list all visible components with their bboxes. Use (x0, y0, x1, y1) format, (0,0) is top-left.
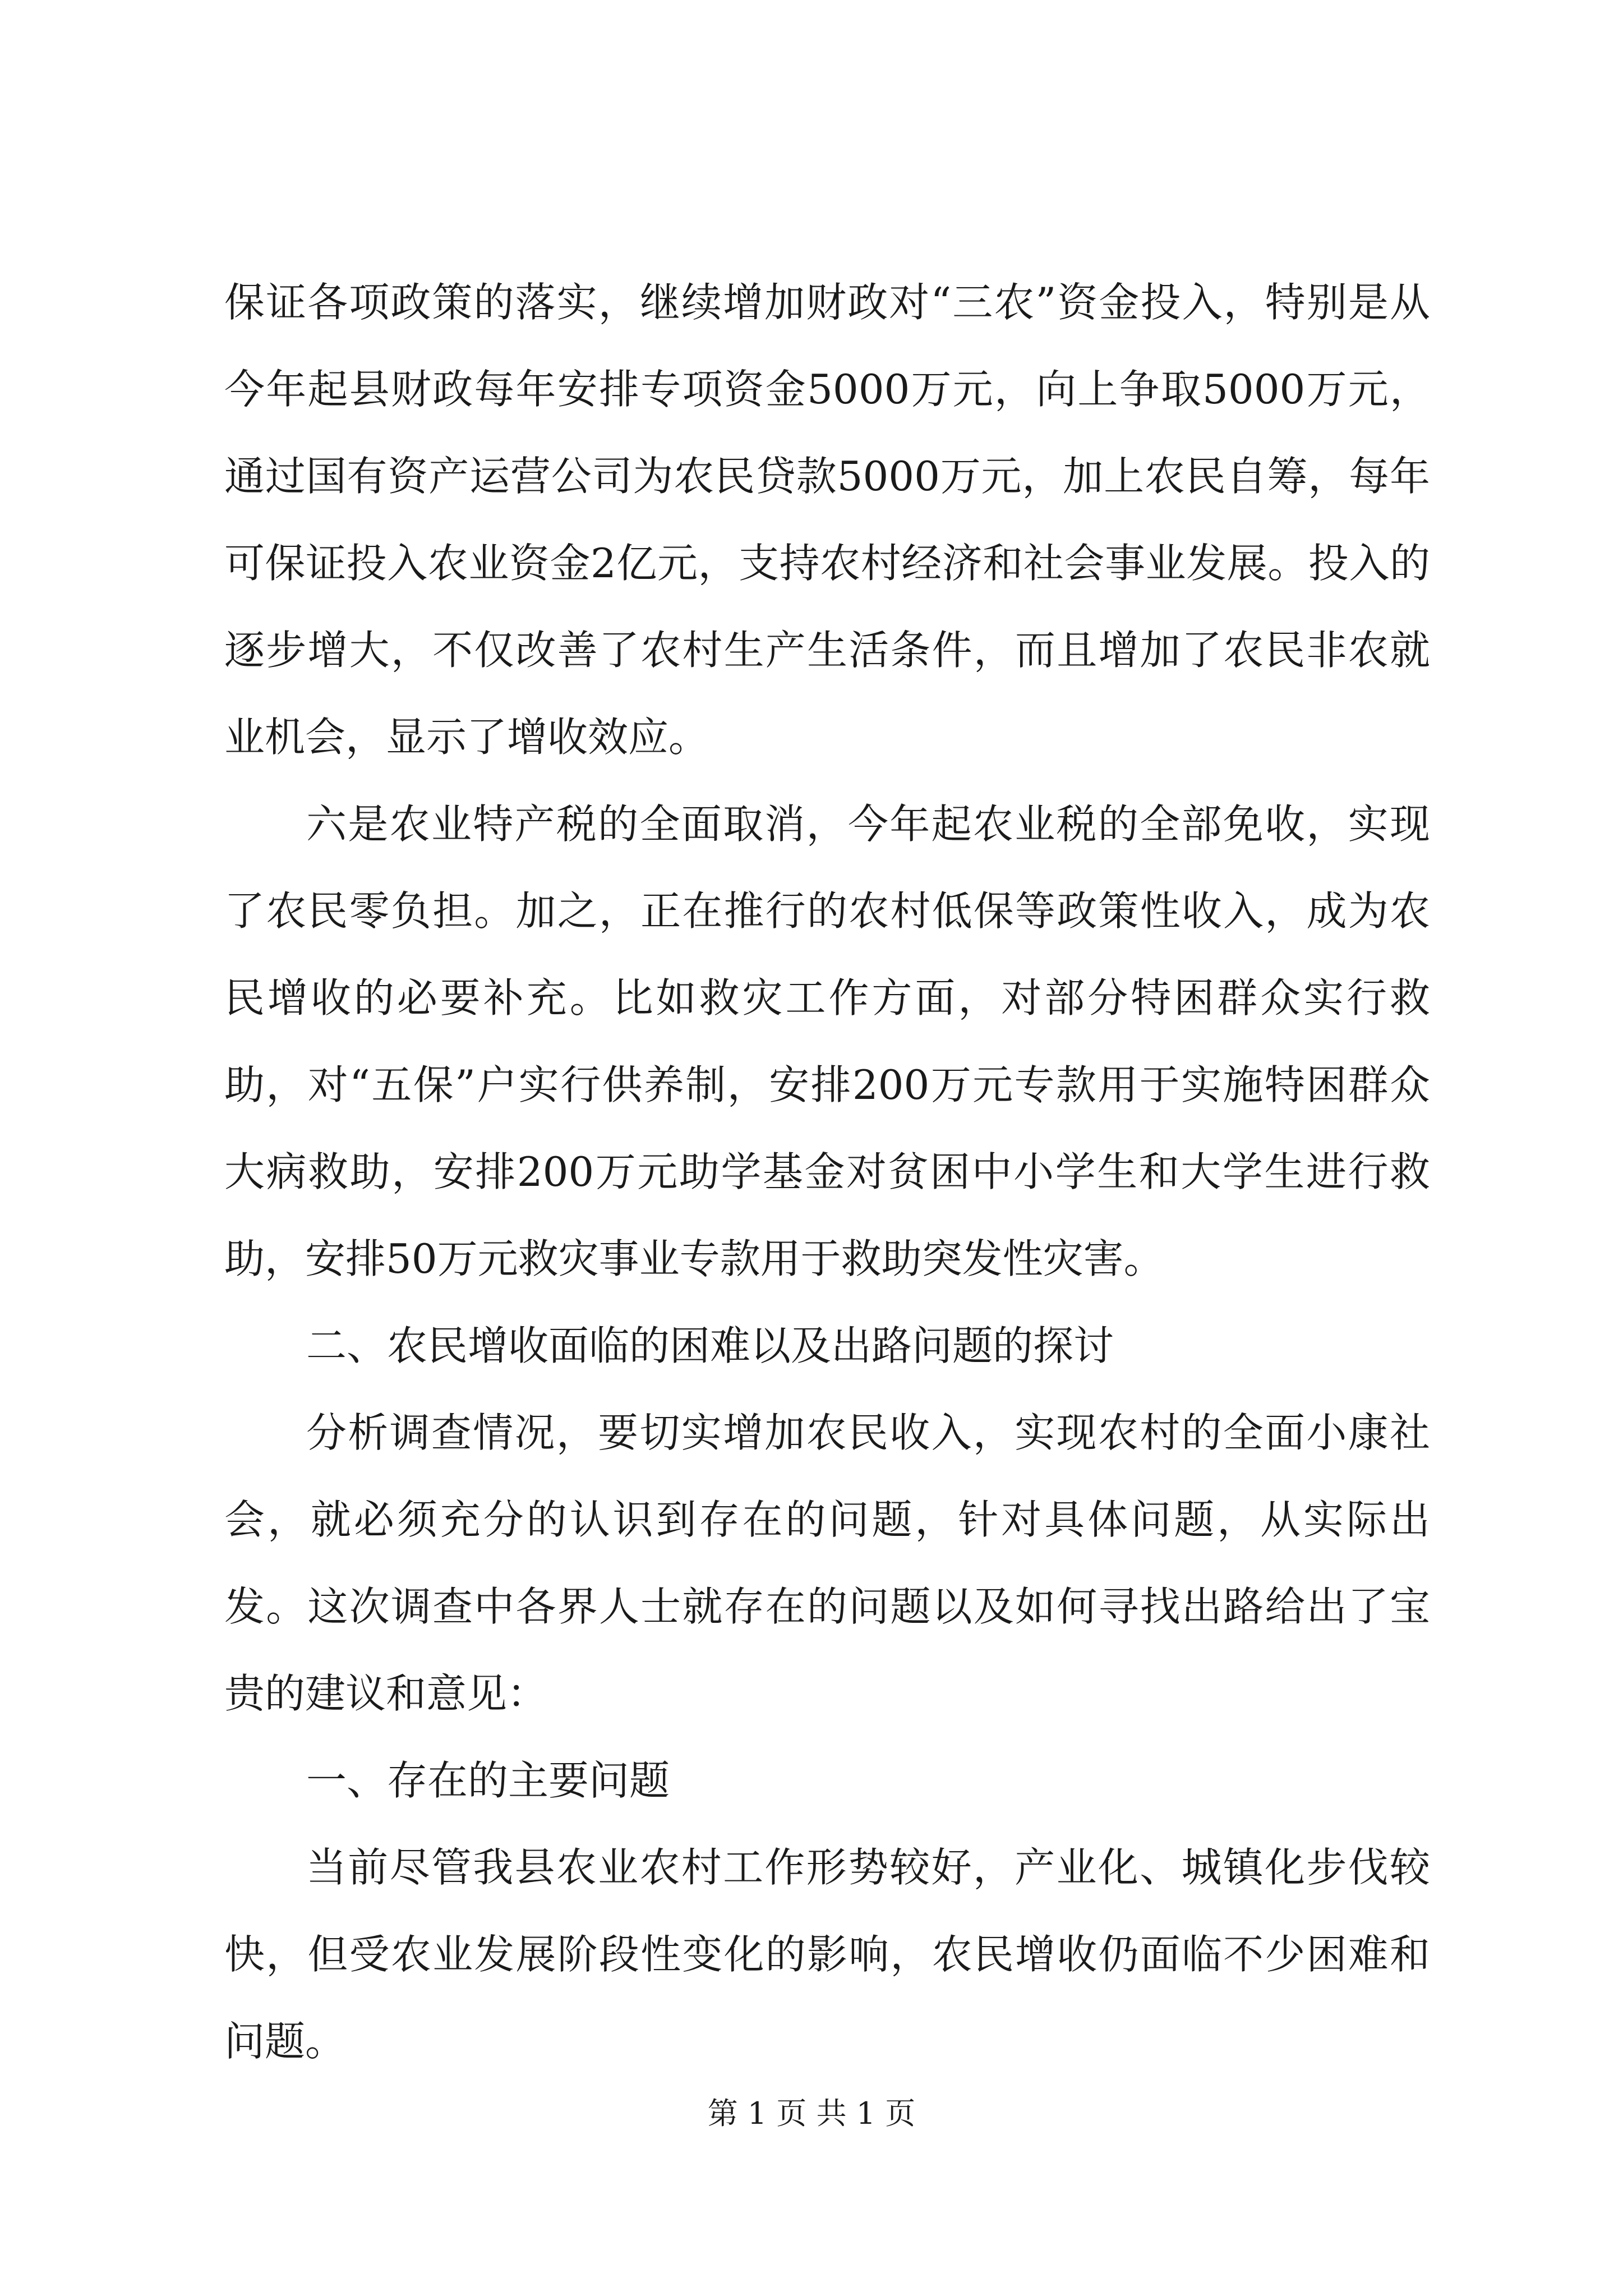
paragraph-item-six: 六是农业特产税的全面取消，今年起农业税的全部免收，实现了农民零负担。加之，正在推行的农村低保等政策性收入，成为农民增收的必要补充。比如救灾工作方面，对部分特困群众实行救助，对“五保”户实行供养制，安排200万元专款用于实施特困群众大病救助，安排200万元助学基金对贫困中小学生和大学生进行救助，安排50万元救灾事业专款用于救助突发性灾害。 (224, 800, 1430, 1282)
section-heading-two: 二、农民增收面临的困难以及出路问题的探讨 (306, 1322, 1114, 1369)
page-number-footer: 第 1 页 共 1 页 (707, 2096, 916, 2131)
document-body (224, 259, 1430, 2085)
paragraph-analysis: 分析调查情况，要切实增加农民收入，实现农村的全面小康社会，就必须充分的认识到存在的问题，针对具体问题，从实际出发。这次调查中各界人士就存在的问题以及如何寻找出路给出了宝贵的建议和意见： (224, 1409, 1430, 1717)
subsection-heading-one: 一、存在的主要问题 (306, 1757, 670, 1804)
paragraph-current-situation: 当前尽管我县农业农村工作形势较好，产业化、城镇化步伐较快，但受农业发展阶段性变化的影响，农民增收仍面临不少困难和问题。 (224, 1844, 1430, 2065)
paragraph-continued: 保证各项政策的落实，继续增加财政对“三农”资金投入，特别是从今年起县财政每年安排专项资金5000万元，向上争取5000万元，通过国有资产运营公司为农民贷款5000万元，加上农民自筹，每年可保证投入农业资金2亿元，支持农村经济和社会事业发展。投入的逐步增大，不仅改善了农村生产生活条件，而且增加了农民非农就业机会，显示了增收效应。 (224, 279, 1430, 761)
